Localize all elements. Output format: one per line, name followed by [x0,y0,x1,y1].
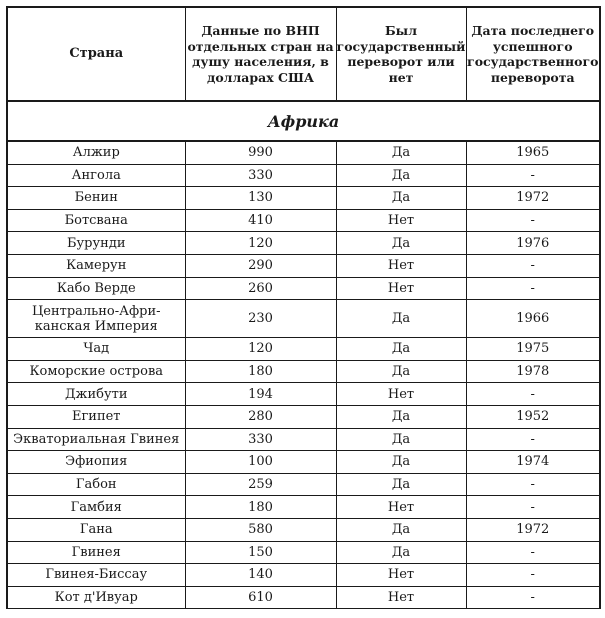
gnp-cell: 230 [185,300,336,338]
table-row [7,383,600,406]
last-coup-date-cell: - [466,564,600,587]
country-cell: Кабо Верде [7,277,185,300]
gnp-cell: 194 [185,383,336,406]
country-cell: Эфиопия [7,451,185,474]
gnp-cell: 990 [185,141,336,164]
coup-cell: Да [336,360,466,383]
coup-cell: Да [336,187,466,210]
coup-table-container [6,6,599,609]
table-body [7,101,600,609]
coup-cell: Нет [336,586,466,609]
header-coup: Был государственный переворот или нет [336,7,466,101]
table-row [7,232,600,255]
last-coup-date-cell: - [466,209,600,232]
coup-cell: Да [336,473,466,496]
country-cell: Центрально-Афри-канская Империя [7,300,185,338]
gnp-cell: 259 [185,473,336,496]
table-row [7,564,600,587]
gnp-cell: 610 [185,586,336,609]
coup-cell: Да [336,232,466,255]
gnp-cell: 130 [185,187,336,210]
gnp-cell: 280 [185,405,336,428]
table-row [7,254,600,277]
coup-table [6,6,601,609]
coup-cell: Да [336,164,466,187]
gnp-cell: 150 [185,541,336,564]
coup-cell: Нет [336,383,466,406]
table-row [7,338,600,361]
last-coup-date-cell: - [466,586,600,609]
coup-cell: Нет [336,277,466,300]
country-cell: Гамбия [7,496,185,519]
last-coup-date-cell: - [466,164,600,187]
table-row [7,164,600,187]
country-cell: Кот д'Ивуар [7,586,185,609]
coup-cell: Да [336,428,466,451]
last-coup-date-cell: 1975 [466,338,600,361]
header-country: Страна [7,7,185,101]
country-cell: Египет [7,405,185,428]
last-coup-date-cell: 1974 [466,451,600,474]
gnp-cell: 120 [185,338,336,361]
last-coup-date-cell: - [466,428,600,451]
last-coup-date-cell: 1952 [466,405,600,428]
gnp-cell: 580 [185,518,336,541]
gnp-cell: 330 [185,428,336,451]
header-row [7,7,600,101]
coup-cell: Нет [336,564,466,587]
table-row [7,141,600,164]
last-coup-date-cell: 1978 [466,360,600,383]
table-row [7,300,600,338]
last-coup-date-cell: 1965 [466,141,600,164]
country-cell: Алжир [7,141,185,164]
table-row [7,473,600,496]
gnp-cell: 100 [185,451,336,474]
country-cell: Джибути [7,383,185,406]
coup-cell: Да [336,141,466,164]
table-row [7,428,600,451]
table-row [7,496,600,519]
header-gnp: Данные по ВНП отдельных стран на душу населения, в долларах США [185,7,336,101]
last-coup-date-cell: - [466,383,600,406]
last-coup-date-cell: - [466,541,600,564]
last-coup-date-cell: 1966 [466,300,600,338]
last-coup-date-cell: - [466,254,600,277]
country-cell: Чад [7,338,185,361]
coup-cell: Нет [336,254,466,277]
last-coup-date-cell: 1976 [466,232,600,255]
table-row [7,541,600,564]
coup-cell: Да [336,451,466,474]
table-row [7,518,600,541]
country-cell: Гана [7,518,185,541]
coup-cell: Да [336,541,466,564]
last-coup-date-cell: 1972 [466,518,600,541]
section-title: Африка [7,101,600,141]
gnp-cell: 260 [185,277,336,300]
gnp-cell: 410 [185,209,336,232]
last-coup-date-cell: - [466,473,600,496]
country-cell: Гвинея-Биссау [7,564,185,587]
gnp-cell: 290 [185,254,336,277]
country-cell: Бенин [7,187,185,210]
coup-cell: Нет [336,496,466,519]
coup-cell: Нет [336,209,466,232]
coup-cell: Да [336,518,466,541]
table-row [7,187,600,210]
coup-cell: Да [336,338,466,361]
last-coup-date-cell: 1972 [466,187,600,210]
table-row [7,405,600,428]
country-cell: Экваториальная Гвинея [7,428,185,451]
gnp-cell: 140 [185,564,336,587]
country-cell: Габон [7,473,185,496]
country-cell: Бурунди [7,232,185,255]
gnp-cell: 180 [185,360,336,383]
last-coup-date-cell: - [466,496,600,519]
table-row [7,451,600,474]
gnp-cell: 330 [185,164,336,187]
country-cell: Гвинея [7,541,185,564]
header-last-coup-date: Дата последнего успешного государственного переворота [466,7,600,101]
table-row [7,277,600,300]
country-cell: Ангола [7,164,185,187]
gnp-cell: 180 [185,496,336,519]
gnp-cell: 120 [185,232,336,255]
coup-cell: Да [336,300,466,338]
last-coup-date-cell: - [466,277,600,300]
table-row [7,586,600,609]
table-row [7,209,600,232]
country-cell: Ботсвана [7,209,185,232]
country-cell: Камерун [7,254,185,277]
section-row [7,101,600,141]
coup-cell: Да [336,405,466,428]
country-cell: Коморские острова [7,360,185,383]
table-row [7,360,600,383]
